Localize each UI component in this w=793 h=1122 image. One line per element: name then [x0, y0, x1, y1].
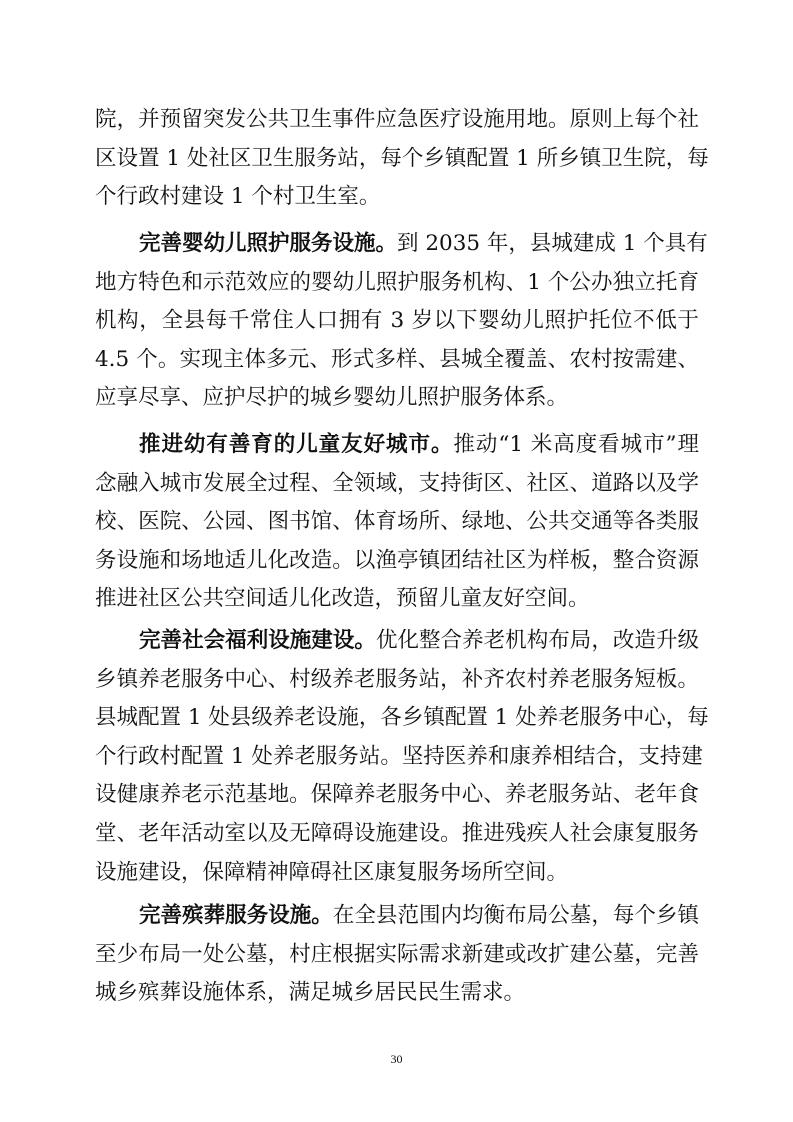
paragraph-heading: 推进幼有善育的儿童友好城市。 [139, 432, 454, 457]
text-line: 念融入城市发展全过程、全领域，支持街区、社区、道路以及学 [95, 470, 699, 496]
text-line: 推进社区公共空间适儿化改造，预留儿童友好空间。 [95, 586, 590, 612]
text-run: 推动“1 米高度看城市”理 [453, 432, 699, 457]
page-number: 30 [390, 1052, 403, 1066]
text-line: 个行政村配置 1 处养老服务站。坚持医养和康养相结合，支持建 [95, 743, 703, 769]
text-line [95, 897, 699, 936]
text-line [95, 225, 708, 264]
paragraph-childcare [95, 225, 708, 418]
text-line: 院，并预留突发公共卫生事件应急医疗设施用地。原则上每个社 [95, 107, 699, 132]
text-line: 4.5 个。实现主体多元、形式多样、县城全覆盖、农村按需建、 [95, 346, 699, 372]
text-line: 城乡殡葬设施体系，满足城乡居民民生需求。 [95, 980, 526, 1006]
text-line: 设健康养老示范基地。保障养老服务中心、养老服务站、老年食 [95, 782, 699, 808]
paragraph-heading: 完善婴幼儿照护服务设施。 [139, 231, 398, 256]
text-run: 到 2035 年，县城建成 1 个具有 [397, 231, 708, 256]
paragraph-funeral-services [95, 897, 699, 1013]
text-line: 应享尽享、应护尽护的城乡婴幼儿照护服务体系。 [95, 385, 569, 411]
text-line: 个行政村建设 1 个村卫生室。 [95, 184, 381, 210]
paragraph-heading: 完善殡葬服务设施。 [139, 903, 333, 928]
text-line: 务设施和场地适儿化改造。以渔亭镇团结社区为样板，整合资源 [95, 547, 699, 573]
text-line: 至少布局一处公墓，村庄根据实际需求新建或改扩建公墓，完善 [95, 941, 699, 967]
text-line: 校、医院、公园、图书馆、体育场所、绿地、公共交通等各类服 [95, 509, 699, 535]
text-line: 堂、老年活动室以及无障碍设施建设。推进残疾人社会康复服务 [95, 820, 699, 846]
text-line: 地方特色和示范效应的婴幼儿照护服务机构、1 个公办独立托育 [95, 269, 699, 295]
paragraph-heading: 完善社会福利设施建设。 [139, 628, 376, 653]
text-line [95, 426, 699, 465]
text-run: 在全县范围内均衡布局公墓，每个乡镇 [332, 903, 699, 928]
paragraph-health-facilities [95, 101, 709, 217]
text-line: 乡镇养老服务中心、村级养老服务站，补齐农村养老服务短板。 [95, 666, 699, 692]
text-line: 设施建设，保障精神障碍社区康复服务场所空间。 [95, 859, 569, 885]
paragraph-child-friendly-city [95, 426, 699, 619]
text-line: 区设置 1 处社区卫生服务站，每个乡镇配置 1 所乡镇卫生院，每 [95, 145, 709, 171]
text-run: 优化整合养老机构布局，改造升级 [375, 628, 699, 653]
text-line: 机构，全县每千常住人口拥有 3 岁以下婴幼儿照护托位不低于 [95, 308, 699, 334]
paragraph-social-welfare [95, 622, 709, 892]
text-line [95, 622, 699, 661]
text-line: 县城配置 1 处县级养老设施，各乡镇配置 1 处养老服务中心，每 [95, 705, 709, 731]
